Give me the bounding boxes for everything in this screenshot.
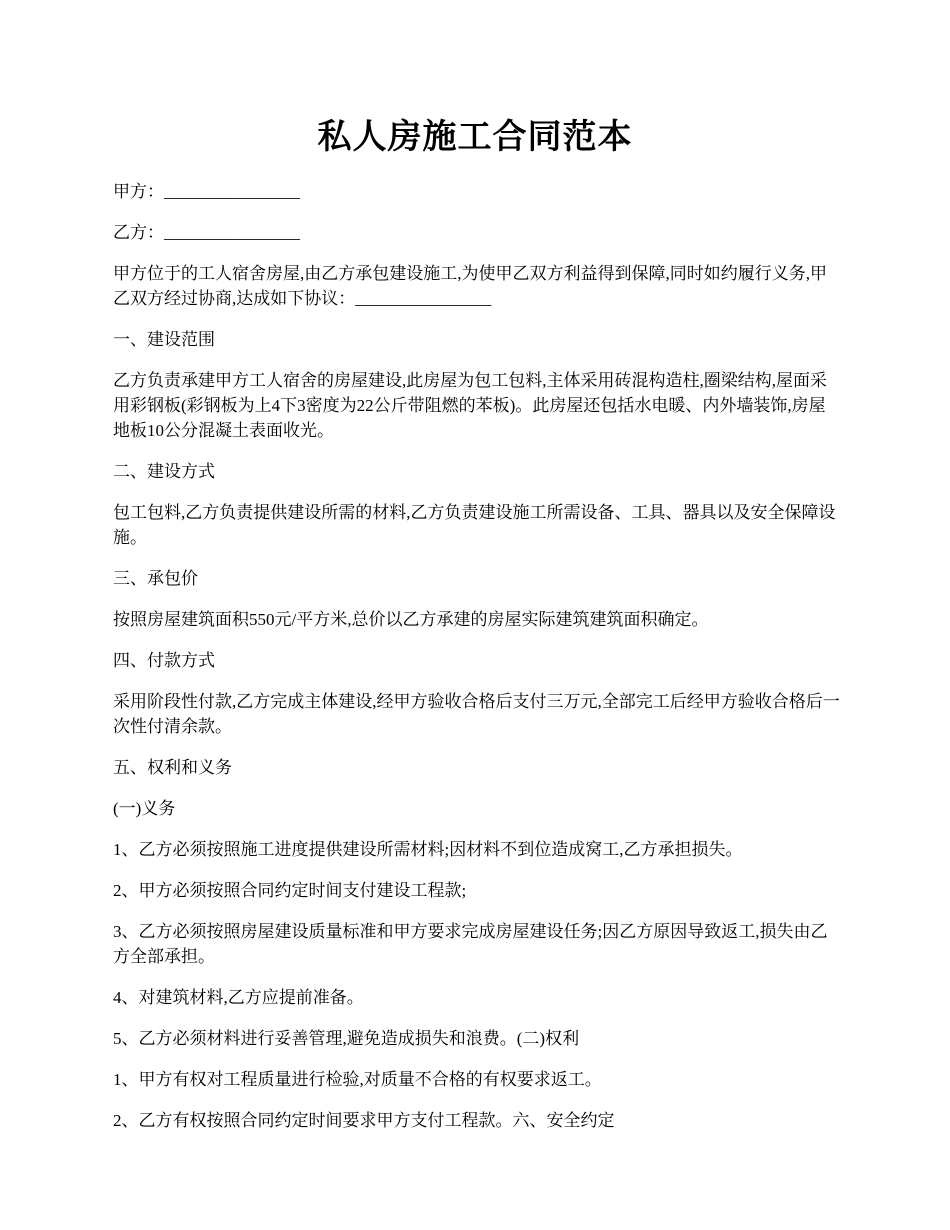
section-heading-method: 二、建设方式 (113, 462, 215, 481)
subsection-heading-obligations: (一)义务 (113, 799, 176, 818)
price-paragraph: 按照房屋建筑面积550元/平方米,总价以乙方承建的房屋实际建筑建筑面积确定。 (113, 610, 709, 629)
document-body (113, 179, 841, 1149)
obligation-item: 3、乙方必须按照房屋建设质量标准和甲方要求完成房屋建设任务;因乙方原因导致返工,损失由乙方全部承担。 (113, 922, 828, 966)
payment-paragraph: 采用阶段性付款,乙方完成主体建设,经甲方验收合格后支付三万元,全部完工后经甲方验收合格后一次性付清余款。 (113, 692, 840, 736)
scope-paragraph: 乙方负责承建甲方工人宿舍的房屋建设,此房屋为包工包料,主体采用砖混构造柱,圈梁结构,屋面采用彩钢板(彩钢板为上4下3密度为22公斤带阻燃的苯板)。此房屋还包括水电暖、内外墙装饰,房屋地板10公分混凝土表面收光。 (113, 371, 827, 440)
document-title: 私人房施工合同范本 (317, 119, 633, 156)
rights-item: 2、乙方有权按照合同约定时间要求甲方支付工程款。六、安全约定 (113, 1111, 615, 1130)
method-paragraph: 包工包料,乙方负责提供建设所需的材料,乙方负责建设施工所需设备、工具、器具以及安全保障设施。 (113, 503, 836, 547)
obligation-item: 4、对建筑材料,乙方应提前准备。 (113, 988, 364, 1007)
rights-item: 1、甲方有权对工程质量进行检验,对质量不合格的有权要求返工。 (113, 1070, 602, 1089)
obligation-item: 1、乙方必须按照施工进度提供建设所需材料;因材料不到位造成窝工,乙方承担损失。 (113, 840, 743, 859)
party-b-line: 乙方：________________ (113, 223, 300, 242)
obligation-item: 2、甲方必须按照合同约定时间支付建设工程款; (113, 881, 467, 900)
section-heading-scope: 一、建设范围 (113, 330, 215, 349)
section-heading-rights: 五、权利和义务 (113, 758, 232, 777)
party-a-line: 甲方：________________ (113, 182, 300, 201)
section-heading-payment: 四、付款方式 (113, 651, 215, 670)
obligation-item: 5、乙方必须材料进行妥善管理,避免造成损失和浪费。(二)权利 (113, 1029, 580, 1048)
section-heading-price: 三、承包价 (113, 569, 198, 588)
preamble-paragraph: 甲方位于的工人宿舍房屋,由乙方承包建设施工,为使甲乙双方利益得到保障,同时如约履行义务,甲乙双方经过协商,达成如下协议：________________ (113, 264, 827, 308)
